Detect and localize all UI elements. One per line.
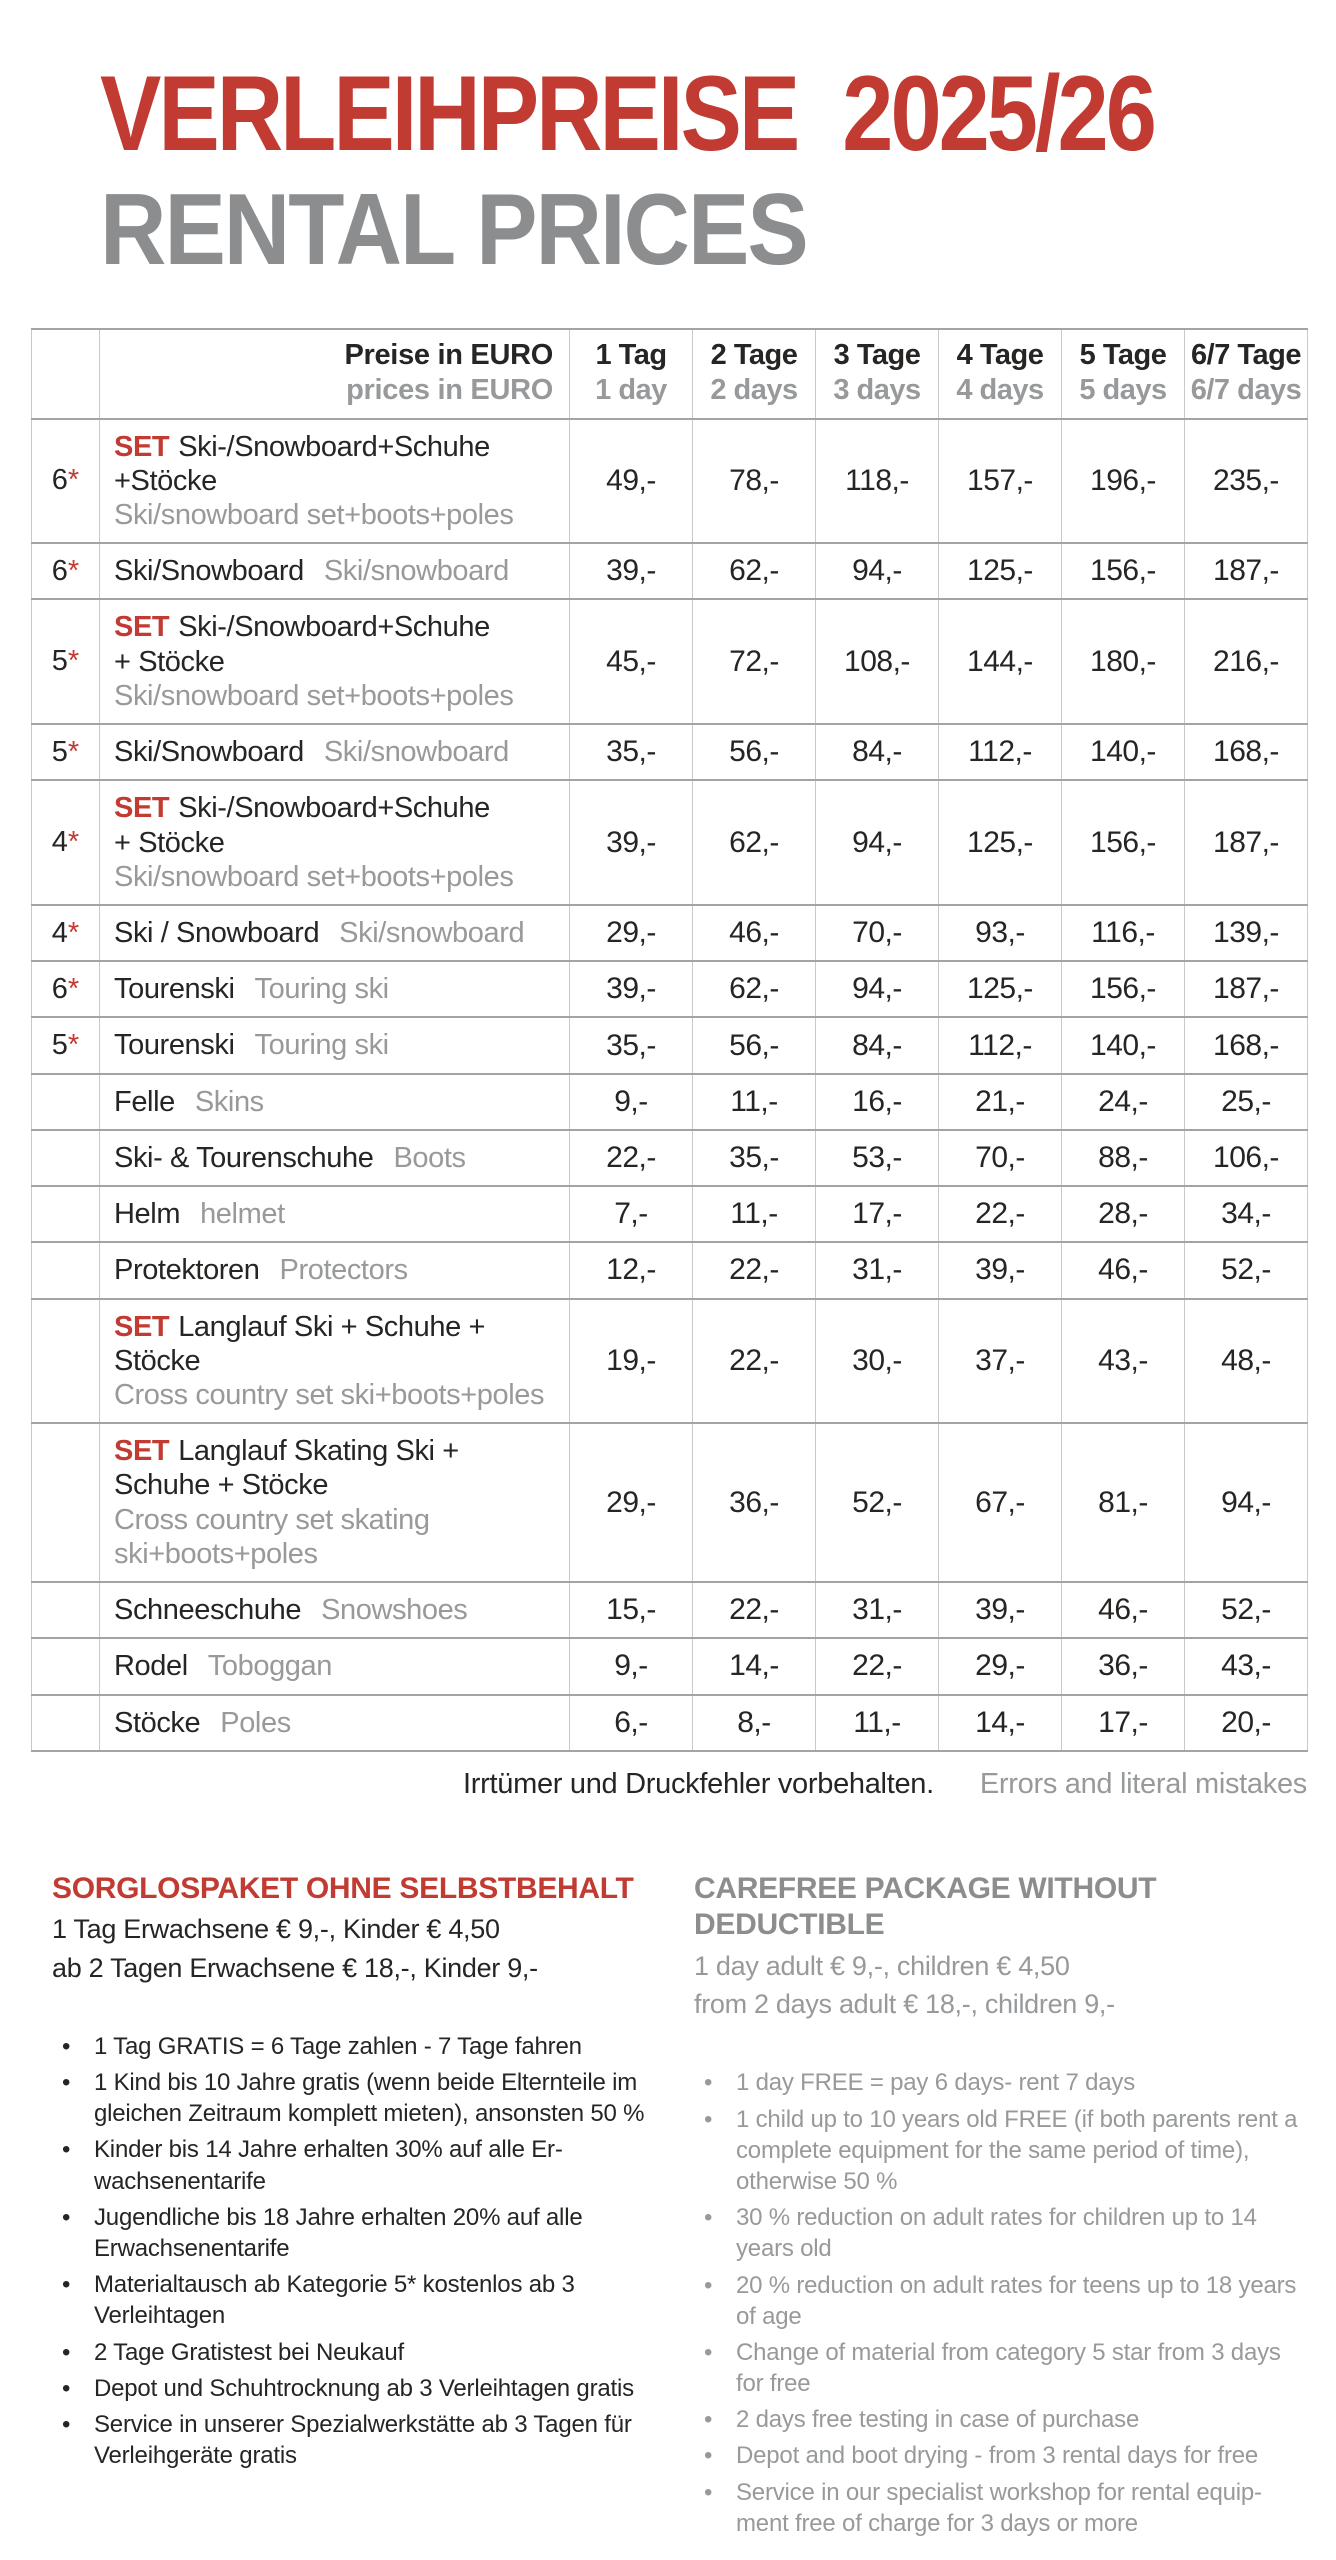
price-cell: 157,- [939, 419, 1062, 544]
price-cell: 187,- [1185, 961, 1308, 1017]
carefree-rate-line1-english: 1 day adult € 9,-, children € 4,50 [694, 1950, 1070, 1981]
benefit-item: • 2 Tage Gratistest bei Neukauf [52, 2337, 652, 2368]
category-cell: 5* [32, 599, 100, 724]
category-cell [32, 1299, 100, 1424]
price-cell: 125,- [939, 961, 1062, 1017]
price-cell: 196,- [1062, 419, 1185, 544]
table-row [32, 1074, 1308, 1130]
column-header: 2 Tage 2 days [693, 329, 816, 419]
table-row [32, 543, 1308, 599]
item-name-cell [100, 1130, 570, 1186]
item-name-english: Ski/snowboard [339, 917, 525, 949]
price-cell: 93,- [939, 905, 1062, 961]
price-cell: 21,- [939, 1074, 1062, 1130]
price-cell: 9,- [570, 1074, 693, 1130]
benefit-item: • Service in our specialist workshop for rental equip-ment free of charge for 3 days or more [694, 2477, 1306, 2539]
price-cell: 156,- [1062, 961, 1185, 1017]
price-cell: 45,- [570, 599, 693, 724]
price-cell: 106,- [1185, 1130, 1308, 1186]
item-name-german: Ski/Snowboard [114, 736, 304, 769]
price-cell: 15,- [570, 1582, 693, 1638]
price-cell: 52,- [1185, 1242, 1308, 1298]
table-row [32, 1017, 1308, 1073]
price-cell: 112,- [939, 1017, 1062, 1073]
carefree-rate-line2-german: ab 2 Tagen Erwachsene € 18,-, Kinder 9,- [52, 1952, 538, 1983]
item-name-english: Ski/snowboard [323, 736, 509, 769]
price-cell: 125,- [939, 780, 1062, 905]
price-cell: 180,- [1062, 599, 1185, 724]
benefit-item: • Materialtausch ab Kategorie 5* kostenlos ab 3 Verleihtagen [52, 2269, 652, 2331]
price-cell: 94,- [1185, 1423, 1308, 1582]
rental-price-table [31, 328, 1308, 1752]
item-name-cell [100, 543, 570, 599]
price-cell: 52,- [1185, 1582, 1308, 1638]
item-name-cell [100, 1186, 570, 1242]
price-cell: 46,- [693, 905, 816, 961]
price-cell: 168,- [1185, 724, 1308, 780]
price-cell: 140,- [1062, 724, 1185, 780]
disclaimer-english: Errors and literal mistakes [979, 1767, 1307, 1800]
price-cell: 88,- [1062, 1130, 1185, 1186]
price-cell: 53,- [816, 1130, 939, 1186]
table-row [32, 724, 1308, 780]
table-row [32, 905, 1308, 961]
table-row [32, 1242, 1308, 1298]
category-cell [32, 1130, 100, 1186]
price-cell: 9,- [570, 1638, 693, 1694]
price-cell: 11,- [816, 1695, 939, 1751]
set-badge: SET [114, 1435, 170, 1468]
item-name-cell [100, 1242, 570, 1298]
table-header-row [32, 329, 1308, 419]
price-cell: 17,- [1062, 1695, 1185, 1751]
price-cell: 29,- [570, 905, 693, 961]
table-row [32, 1423, 1308, 1582]
price-label-english: prices in EURO [346, 373, 553, 406]
price-cell: 39,- [570, 543, 693, 599]
benefit-item: • Jugendliche bis 18 Jahre erhalten 20% auf alle Erwachsenentarife [52, 2202, 652, 2264]
table-row [32, 1299, 1308, 1424]
price-cell: 19,- [570, 1299, 693, 1424]
price-cell: 22,- [570, 1130, 693, 1186]
price-cell: 30,- [816, 1299, 939, 1424]
category-cell [32, 1186, 100, 1242]
item-name-english: Touring ski [254, 1029, 389, 1062]
price-cell: 49,- [570, 419, 693, 544]
price-cell: 84,- [816, 1017, 939, 1073]
price-cell: 14,- [939, 1695, 1062, 1751]
item-name-cell [100, 1423, 570, 1582]
price-cell: 20,- [1185, 1695, 1308, 1751]
item-name-german: Ski/Snowboard [114, 555, 304, 588]
category-cell: 6* [32, 419, 100, 544]
category-cell [32, 1423, 100, 1582]
page-title-german: VERLEIHPREISE 2025/26 [100, 55, 1154, 174]
category-cell: 4* [32, 905, 100, 961]
price-cell: 46,- [1062, 1242, 1185, 1298]
column-header: 4 Tage 4 days [939, 329, 1062, 419]
benefit-item: • 1 Tag GRATIS = 6 Tage zahlen - 7 Tage fahren [52, 2031, 652, 2062]
header-category-cell [32, 329, 100, 419]
price-cell: 187,- [1185, 543, 1308, 599]
price-cell: 29,- [939, 1638, 1062, 1694]
item-name-cell [100, 961, 570, 1017]
benefit-item: • Depot and boot drying - from 3 rental days for free [694, 2440, 1306, 2471]
disclaimer-german: Irrtümer und Druckfehler vorbehalten. [463, 1767, 934, 1800]
price-cell: 34,- [1185, 1186, 1308, 1242]
item-name-english: Boots [393, 1141, 466, 1174]
benefit-item: • 1 child up to 10 years old FREE (if both parents rent a complete equipment for the same period of time), otherwise 50 % [694, 2104, 1306, 2198]
carefree-column-german [52, 1871, 652, 2544]
price-cell: 108,- [816, 599, 939, 724]
price-cell: 156,- [1062, 780, 1185, 905]
category-cell [32, 1638, 100, 1694]
price-cell: 8,- [693, 1695, 816, 1751]
category-cell [32, 1242, 100, 1298]
item-name-german: Tourenski [114, 973, 235, 1006]
price-cell: 11,- [693, 1186, 816, 1242]
price-cell: 35,- [693, 1130, 816, 1186]
page-header [0, 0, 1336, 284]
column-header: 5 Tage 5 days [1062, 329, 1185, 419]
price-cell: 16,- [816, 1074, 939, 1130]
price-cell: 43,- [1185, 1638, 1308, 1694]
item-name-german: Ski-/Snowboard+Schuhe + Stöcke [114, 611, 490, 678]
item-name-english: Touring ski [254, 973, 389, 1006]
price-cell: 70,- [816, 905, 939, 961]
price-cell: 62,- [693, 961, 816, 1017]
category-cell [32, 1695, 100, 1751]
item-name-cell [100, 905, 570, 961]
price-cell: 22,- [939, 1186, 1062, 1242]
table-row [32, 419, 1308, 544]
table-row [32, 780, 1308, 905]
price-cell: 36,- [693, 1423, 816, 1582]
benefit-item: • 30 % reduction on adult rates for children up to 14 years old [694, 2202, 1306, 2264]
price-cell: 22,- [693, 1582, 816, 1638]
item-name-cell [100, 1074, 570, 1130]
carefree-rate-line1-german: 1 Tag Erwachsene € 9,-, Kinder € 4,50 [52, 1914, 500, 1945]
price-cell: 43,- [1062, 1299, 1185, 1424]
category-cell [32, 1074, 100, 1130]
price-cell: 70,- [939, 1130, 1062, 1186]
item-name-german: Ski / Snowboard [114, 917, 320, 949]
price-cell: 31,- [816, 1242, 939, 1298]
column-header: 1 Tag 1 day [570, 329, 693, 419]
item-name-cell [100, 1017, 570, 1073]
price-cell: 39,- [939, 1242, 1062, 1298]
carefree-rate-line2-english: from 2 days adult € 18,-, children 9,- [694, 1989, 1115, 2020]
benefit-item: • 1 day FREE = pay 6 days- rent 7 days [694, 2067, 1306, 2098]
price-cell: 72,- [693, 599, 816, 724]
carefree-heading-english: CAREFREE PACKAGE WITHOUT DEDUCTIBLE [694, 1871, 1157, 1942]
benefit-item: • Service in unserer Spezialwerkstätte ab 3 Tagen für Verleihgeräte gratis [52, 2409, 652, 2471]
set-badge: SET [114, 1310, 170, 1343]
item-name-cell [100, 1695, 570, 1751]
price-cell: 52,- [816, 1423, 939, 1582]
price-cell: 94,- [816, 961, 939, 1017]
price-cell: 17,- [816, 1186, 939, 1242]
price-cell: 48,- [1185, 1299, 1308, 1424]
price-cell: 81,- [1062, 1423, 1185, 1582]
price-cell: 39,- [570, 780, 693, 905]
price-cell: 62,- [693, 780, 816, 905]
item-name-cell [100, 419, 570, 544]
price-cell: 62,- [693, 543, 816, 599]
item-name-english: Ski/snowboard set+boots+poles [114, 499, 514, 532]
item-name-english: helmet [200, 1198, 285, 1231]
price-cell: 35,- [570, 724, 693, 780]
set-badge: SET [114, 430, 170, 463]
table-row [32, 1638, 1308, 1694]
price-cell: 78,- [693, 419, 816, 544]
item-name-german: Rodel [114, 1650, 188, 1683]
table-row [32, 599, 1308, 724]
price-cell: 12,- [570, 1242, 693, 1298]
price-cell: 29,- [570, 1423, 693, 1582]
price-cell: 216,- [1185, 599, 1308, 724]
item-name-german: Protektoren [114, 1254, 260, 1287]
table-row [32, 1186, 1308, 1242]
benefit-item: • Kinder bis 14 Jahre erhalten 30% auf alle Er-wachsenentarife [52, 2134, 652, 2196]
item-name-german: Stöcke [114, 1706, 201, 1739]
column-header: 6/7 Tage 6/7 days [1185, 329, 1308, 419]
price-cell: 14,- [693, 1638, 816, 1694]
item-name-german: Langlauf Skating Ski + Schuhe + Stöcke [114, 1435, 459, 1502]
category-cell: 4* [32, 780, 100, 905]
item-name-english: Ski/snowboard set+boots+poles [114, 860, 514, 893]
price-cell: 56,- [693, 1017, 816, 1073]
column-header: 3 Tage 3 days [816, 329, 939, 419]
price-cell: 39,- [939, 1582, 1062, 1638]
price-cell: 112,- [939, 724, 1062, 780]
benefit-item: • 20 % reduction on adult rates for teens up to 18 years of age [694, 2270, 1306, 2332]
price-cell: 67,- [939, 1423, 1062, 1582]
category-cell: 5* [32, 1017, 100, 1073]
item-name-german: Schneeschuhe [114, 1594, 302, 1627]
benefit-item: • Depot und Schuhtrocknung ab 3 Verleihtagen gratis [52, 2373, 652, 2404]
category-cell: 6* [32, 543, 100, 599]
page-title-english: RENTAL PRICES [100, 173, 807, 286]
disclaimer [31, 1768, 1307, 1801]
price-cell: 11,- [693, 1074, 816, 1130]
price-cell: 125,- [939, 543, 1062, 599]
item-name-english: Ski/snowboard set+boots+poles [114, 679, 514, 712]
price-cell: 56,- [693, 724, 816, 780]
table-row [32, 1582, 1308, 1638]
price-cell: 24,- [1062, 1074, 1185, 1130]
carefree-heading-german: SORGLOSPAKET OHNE SELBSTBEHALT [52, 1871, 634, 1905]
item-name-german: Ski- & Tourenschuhe [114, 1141, 374, 1174]
item-name-german: Langlauf Ski + Schuhe + Stöcke [114, 1310, 486, 1377]
item-name-english: Cross country set skating ski+boots+poles [114, 1503, 430, 1570]
item-name-german: Felle [114, 1085, 175, 1118]
price-cell: 168,- [1185, 1017, 1308, 1073]
price-cell: 39,- [570, 961, 693, 1017]
item-name-english: Snowshoes [321, 1594, 468, 1627]
price-cell: 22,- [816, 1638, 939, 1694]
carefree-package-section [52, 1871, 1306, 2544]
item-name-english: Ski/snowboard [323, 555, 509, 588]
price-cell: 118,- [816, 419, 939, 544]
price-cell: 94,- [816, 780, 939, 905]
price-cell: 139,- [1185, 905, 1308, 961]
header-price-label-cell [100, 329, 570, 419]
benefits-list-german [52, 2031, 652, 2471]
price-cell: 7,- [570, 1186, 693, 1242]
benefit-item: • 1 Kind bis 10 Jahre gratis (wenn beide Elternteile im gleichen Zeitraum komplett mieten), ansonsten 50 % [52, 2067, 652, 2129]
price-cell: 25,- [1185, 1074, 1308, 1130]
item-name-english: Protectors [279, 1254, 408, 1287]
item-name-german: Ski-/Snowboard+Schuhe + Stöcke [114, 792, 490, 859]
item-name-cell [100, 724, 570, 780]
category-cell: 6* [32, 961, 100, 1017]
item-name-cell [100, 1638, 570, 1694]
price-cell: 140,- [1062, 1017, 1185, 1073]
item-name-english: Skins [194, 1085, 264, 1118]
price-cell: 144,- [939, 599, 1062, 724]
benefit-item: • 2 days free testing in case of purchase [694, 2404, 1306, 2435]
price-cell: 36,- [1062, 1638, 1185, 1694]
price-cell: 84,- [816, 724, 939, 780]
table-row [32, 1695, 1308, 1751]
price-cell: 22,- [693, 1242, 816, 1298]
category-cell: 5* [32, 724, 100, 780]
item-name-english: Toboggan [207, 1650, 332, 1683]
price-cell: 22,- [693, 1299, 816, 1424]
item-name-english: Cross country set ski+boots+poles [114, 1378, 545, 1411]
item-name-german: Tourenski [114, 1029, 235, 1062]
price-cell: 6,- [570, 1695, 693, 1751]
benefit-item: • Change of material from category 5 star from 3 days for free [694, 2337, 1306, 2399]
carefree-column-english [694, 1871, 1306, 2544]
price-cell: 116,- [1062, 905, 1185, 961]
item-name-german: Helm [114, 1198, 181, 1231]
price-cell: 156,- [1062, 543, 1185, 599]
set-badge: SET [114, 792, 170, 825]
item-name-german: Ski-/Snowboard+Schuhe +Stöcke [114, 430, 490, 497]
item-name-english: Poles [220, 1706, 291, 1739]
table-row [32, 961, 1308, 1017]
price-cell: 94,- [816, 543, 939, 599]
price-cell: 28,- [1062, 1186, 1185, 1242]
price-cell: 37,- [939, 1299, 1062, 1424]
price-cell: 31,- [816, 1582, 939, 1638]
item-name-cell [100, 780, 570, 905]
set-badge: SET [114, 611, 170, 644]
price-cell: 46,- [1062, 1582, 1185, 1638]
table-row [32, 1130, 1308, 1186]
price-cell: 187,- [1185, 780, 1308, 905]
price-label-german: Preise in EURO [344, 339, 553, 371]
item-name-cell [100, 1582, 570, 1638]
item-name-cell [100, 599, 570, 724]
category-cell [32, 1582, 100, 1638]
item-name-cell [100, 1299, 570, 1424]
price-cell: 235,- [1185, 419, 1308, 544]
benefits-list-english [694, 2067, 1306, 2539]
price-cell: 35,- [570, 1017, 693, 1073]
